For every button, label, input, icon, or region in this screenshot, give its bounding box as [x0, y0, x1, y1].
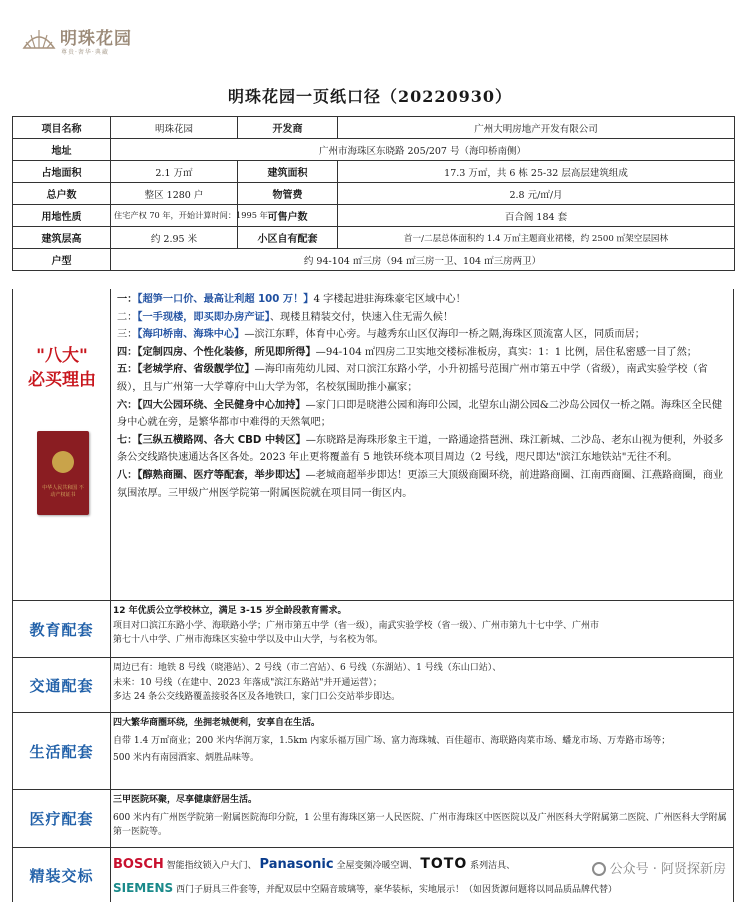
list-item: 六：【四大公园环绕、全民健身中心加持】—家门口即是晓港公园和海印公园，北望东山湖公园&二沙岛公园仅一桥之隔。海珠区全民健身中心就在旁，是繁华都市中难得的天然氧吧； [117, 399, 723, 429]
finish-line [113, 877, 729, 901]
value-units-for-sale: 百合阁 184 套 [338, 205, 735, 227]
panasonic-logo: Panasonic [259, 857, 334, 872]
medical-line: 600 米内有广州医学院第一附属医院海印分院，1 公里有海珠区第一人民医院、广州市海珠区中医医院以及广州医科大学附属第二医院、广州医科大学附属第一医院等。 [113, 812, 727, 837]
label-address: 地址 [13, 139, 111, 161]
education-section [12, 601, 734, 658]
transport-label: 交通配套 [29, 676, 94, 695]
label-facilities: 小区自有配套 [238, 227, 338, 249]
education-label: 教育配套 [29, 620, 94, 639]
label-developer: 开发商 [238, 117, 338, 139]
label-land-use: 用地性质 [13, 205, 111, 227]
finish-text: 系列洁具、 [470, 861, 516, 871]
education-label-cell [13, 601, 111, 657]
label-unit-type: 户型 [13, 249, 111, 271]
medical-label-cell [13, 790, 111, 847]
value-households: 整区 1280 户 [111, 183, 238, 205]
siemens-logo: SIEMENS [113, 881, 174, 895]
transport-label-cell [13, 658, 111, 712]
transport-line: 未来：10 号线（在建中、2023 年落成"滨江东路站"并开通运营）； [113, 677, 382, 688]
medical-label: 医疗配套 [29, 810, 94, 828]
label-land-area: 占地面积 [13, 161, 111, 183]
toto-logo: TOTO [420, 856, 468, 872]
eight-reasons-title: "八大" [36, 346, 88, 366]
value-developer: 广州大明房地产开发有限公司 [338, 117, 735, 139]
label-households: 总户数 [13, 183, 111, 205]
logo-subtitle: 尊贵·奢华·典藏 [61, 49, 109, 56]
table-row [13, 227, 735, 249]
life-label-cell [13, 713, 111, 789]
value-floor-height: 约 2.95 米 [111, 227, 238, 249]
value-land-use: 住宅产权 70 年，开始计算时间：1995 年 [111, 205, 238, 227]
eight-reasons-label-cell [13, 289, 111, 600]
label-project-name: 项目名称 [13, 117, 111, 139]
bosch-logo: BOSCH [113, 857, 164, 872]
life-line: 自带 1.4 万㎡商业；200 米内华润万家，1.5km 内家乐福万国广场、富力海珠城、百佳超市、海联路肉菜市场、蟠龙市场、万寿路市场等； [113, 735, 671, 746]
table-row [13, 205, 735, 227]
eight-reasons-list [117, 291, 727, 502]
life-body [113, 716, 729, 766]
value-facilities: 首一/二层总体面积约 1.4 万㎡主题商业裙楼，约 2500 ㎡架空层园林 [338, 227, 735, 249]
transport-line: 周边已有：地铁 8 号线（晓港站）、2 号线（市二宫站）、6 号线（东湖站）、1 号线（东山口站）、 [113, 663, 502, 673]
transport-section [12, 658, 734, 713]
label-property-fee: 物管费 [238, 183, 338, 205]
list-item: 三：【海印桥南、海珠中心】—滨江东畔，体育中心旁。与越秀东山区仅海印一桥之隔,海珠区顶流富人区，同质而居； [117, 329, 645, 341]
value-project-name: 明珠花园 [111, 117, 238, 139]
table-row [13, 161, 735, 183]
header [0, 0, 740, 80]
list-item: 二：【一手现楼，即买即办房产证】、现楼且精装交付，快速入住无需久候！ [117, 311, 454, 323]
medical-section [12, 790, 734, 848]
finish-label-cell [13, 848, 111, 902]
label-building-area: 建筑面积 [238, 161, 338, 183]
value-property-fee: 2.8 元/㎡/月 [338, 183, 735, 205]
label-floor-height: 建筑层高 [13, 227, 111, 249]
certificate-text: 中华人民共和国 不动产权证书 [42, 485, 84, 498]
finish-text: 西门子厨具三件套等，并配双层中空隔音玻璃等，豪华装标，实地展示！（如因货源问题将以同品质品牌代替） [176, 885, 618, 895]
education-line: 项目对口滨江东路小学、海联路小学；广州市第五中学（省一级），南武实验学校（省一级）、广州市第九十七中学、广州市 [113, 620, 600, 631]
shell-logo-icon [22, 26, 56, 50]
eight-reasons-section [12, 289, 734, 601]
education-heading: 12 年优质公立学校林立，满足 3-15 岁全龄段教育需求。 [113, 606, 347, 616]
medical-body [113, 793, 729, 840]
project-info-table [12, 116, 735, 271]
list-item: 一：【超笋一口价、最高让利超 100 万！】4 字楼起进驻海珠豪宅区域中心！ [117, 294, 466, 305]
list-item: 七：【三纵五横路网、各大 CBD 中转区】—东晓路是海珠形象主干道，一路通途搭琶洲、珠江新城、二沙岛、老东山视为便利，外驳多条公交线路快速通达各区各处。2023 年止更将覆盖有 5 地铁环绕本项目周边（2 号线，咫尺即达"滨江东地铁站"无往不利。 [117, 434, 724, 464]
finish-label: 精装交标 [29, 866, 94, 885]
value-land-area: 2.1 万㎡ [111, 161, 238, 183]
table-row [13, 139, 735, 161]
table-row [13, 249, 735, 271]
value-address: 广州市海珠区东晓路 205/207 号（海印桥南侧） [111, 139, 735, 161]
life-section [12, 713, 734, 790]
page-title: 明珠花园一页纸口径（20220930） [227, 87, 513, 106]
national-emblem-icon [52, 451, 74, 473]
list-item: 四：【定制四房、个性化装修，所见即所得】—94-104 ㎡四房二卫实地交楼标准板房，真实：1：1 比例，居住私密感一目了然； [117, 346, 697, 358]
watermark [592, 858, 726, 877]
transport-line: 多达 24 条公交线路覆盖接驳各区及各地铁口，家门口公交站举步即达。 [113, 692, 401, 702]
life-label: 生活配套 [29, 742, 94, 761]
table-row [13, 183, 735, 205]
label-units-for-sale: 可售户数 [238, 205, 338, 227]
table-row [13, 117, 735, 139]
life-line: 500 米内有南园酒家、炳胜品味等。 [113, 753, 260, 763]
medical-heading: 三甲医院环聚，尽享健康舒居生活。 [113, 795, 258, 805]
finish-text: 智能指纹锁入户大门、 [166, 861, 257, 871]
education-line: 第七十八中学、广州市海珠区实验中学以及中山大学，与名校为邻。 [113, 635, 384, 645]
education-body [113, 604, 729, 648]
property-certificate-image [37, 431, 89, 515]
logo-text: 明珠花园 [60, 29, 132, 49]
list-item: 八：【醇熟商圈、医疗等配套，举步即达】—老城商超举步即达！更添三大顶级商圈环绕，前进路商圈、江南西商圈、江燕路商圈，商业氛围浓厚。三甲级广州医学院第一附属医院就在项目同一街区内。 [117, 469, 724, 499]
value-building-area: 17.3 万㎡，共 6 栋 25-32 层高层建筑组成 [338, 161, 735, 183]
list-item: 五：【老城学府、省级靓学位】—海印南苑幼儿园、对口滨江东路小学，小升初摇号范围广州市第五中学（省级），南武实验学校（省级），且与广州第一大学尊府中山大学为邻，名校氛围助推小赢家； [117, 364, 708, 393]
life-heading: 四大繁华商圈环绕，坐拥老城便利，安享自在生活。 [113, 718, 321, 728]
watermark-text: 公众号 · 阿贤探新房 [609, 862, 726, 877]
value-unit-type: 约 94-104 ㎡三房（94 ㎡三房一卫、104 ㎡三房两卫） [111, 249, 735, 271]
transport-body [113, 661, 729, 705]
finish-text: 全屋变频冷暖空调、 [336, 861, 418, 871]
wechat-icon [592, 862, 606, 876]
eight-reasons-subtitle: 必买理由 [28, 370, 96, 390]
